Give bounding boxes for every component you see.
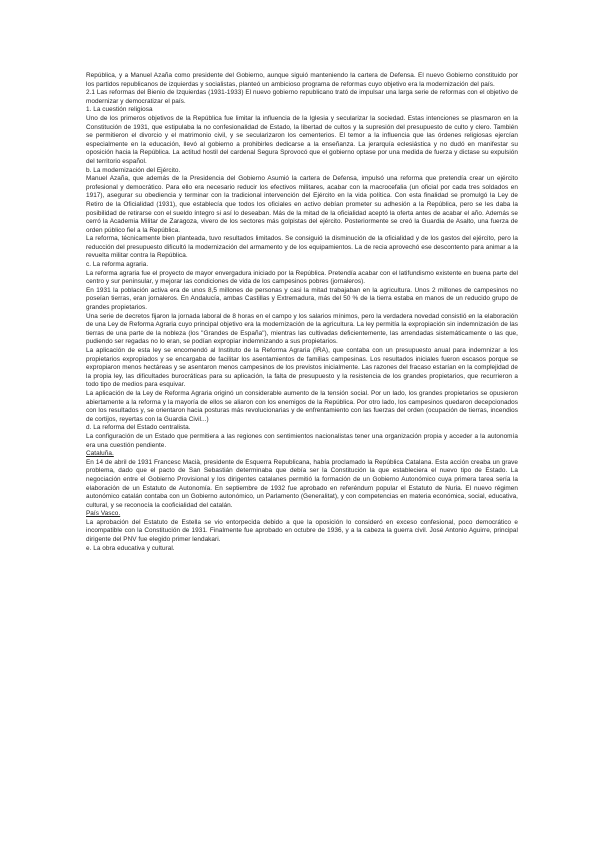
- state-section-title: d. La reforma del Estado centralista.: [86, 424, 191, 432]
- army-section-title: b. La modernización del Ejército.: [86, 166, 181, 174]
- agrarian-paragraph: En 1931 la población activa era de unos 8,5 millones de personas y casi la mitad trabajaban en la agricultura. Unos 2 millones de campesinos no poseían tierras, eran jornaleros. En Andalucía, ambas Castillas y Extremadura, más del 50 % de la tierra estaba en manos de un reducido grupo de grandes propietarios.: [86, 286, 518, 312]
- agrarian-paragraph: Una serie de decretos fijaron la jornada laboral de 8 horas en el campo y los salarios mínimos, pero la verdadera novedad consistió en la elaboración de una Ley de Reforma Agraria cuyo principal objetivo era la modernización de la agricultura. La ley permitía la expropiación sin indemnización de las tierras de una parte de la nobleza (los "Grandes de España"), mientras las cultivadas deficientemente, las arrendadas sistemáticamente o las que, pudiendo ser regadas no lo eran, se podían expropiar indemnizando a sus propietarios.: [86, 312, 518, 346]
- agrarian-paragraph: La reforma agraria fue el proyecto de mayor envergadura iniciado por la República. Pretendía acabar con el latifundismo existente en buena parte del centro y sur peninsular, y mejorar las condiciones de vida de los campesinos pobres (jornaleros).: [86, 269, 518, 286]
- agrarian-paragraph: La aplicación de esta ley se encomendó al Instituto de la Reforma Agraria (IRA), que contaba con un presupuesto anual para indemnizar a los propietarios expropiados y se encargaba de facilitar los asentamientos de familias campesinas. Los resultados iniciales fueron escasos porque se expropiaron menos hectáreas y se asentaron menos campesinos de los previstos inicialmente. Las razones del fracaso estarían en la complejidad de la propia ley, las dificultades burocráticas para su aplicación, la falta de presupuesto y la resistencia de los grandes propietarios, que recurrieron a todo tipo de medios para esquivar.: [86, 347, 518, 389]
- document-page: [86, 72, 518, 553]
- catalonia-subheading: Cataluña.: [86, 450, 114, 458]
- agrarian-paragraph: La aplicación de la Ley de Reforma Agraria originó un considerable aumento de la tensión social. Por un lado, los grandes propietarios se opusieron abiertamente a la reforma y la mayoría de ellos se aliaron con los enemigos de la República. Por otro lado, los campesinos quedaron decepcionados con los resultados y, se orientaron hacia posturas más revolucionarias y de enfrentamiento con las fuerzas del orden (ocupación de tierras, incendios de cortijos, reyertas con la Guardia Civil...): [86, 389, 518, 423]
- army-section-body: Manuel Azaña, que además de la Presidencia del Gobierno Asumió la cartera de Defensa, impulsó una reforma que pretendía crear un ejército profesional y democrático. Para ello era necesario reducir los efectivos militares, acabar con la macrocefalia (un oficial por cada tres soldados en 1917), asegurar su obediencia y terminar con la tradicional intervención del Ejército en la vida política. Con esta finalidad se promulgó la Ley de Retiro de la Oficialidad (1931), que establecía que todos los oficiales en activo debían prometer su adhesión a la República, pero se les daba la posibilidad de retirarse con el sueldo íntegro si así lo deseaban. Más de la mitad de la oficialidad aceptó la oferta antes de acabar el año. Además se cerró la Academia Militar de Zaragoza, vivero de los sectores más golpistas del ejército. Posteriormente se creó la Guardia de Asalto, una fuerza de orden público fiel a la República.: [86, 175, 518, 234]
- religion-section-body: Uno de los primeros objetivos de la República fue limitar la influencia de la Iglesia y secularizar la sociedad. Estas intenciones se plasmaron en la Constitución de 1931, que estipulaba la no confesionalidad de Estado, la libertad de cultos y la supresión del presupuesto de culto y clero. También se permitieron el divorcio y el matrimonio civil, y se secularizaron los cementerios. El temor a la influencia que las órdenes religiosas ejercían especialmente en la educación, llevó al gobierno a prohibirles dedicarse a la enseñanza. La jerarquía eclesiástica y no dudó en manifestar su oposición hacia la República. La actitud hostil del cardenal Segura Sprovocó que el gobierno optase por una medida de fuerza y dictase su expulsión del territorio español.: [86, 114, 518, 165]
- state-section-intro: La configuración de un Estado que permitiera a las regiones con sentimientos nacionalistas tener una organización propia y acceder a la autonomía era una cuestión pendiente.: [86, 432, 518, 449]
- religion-section-title: 1. La cuestión religiosa: [86, 106, 153, 114]
- basque-subheading: País Vasco.: [86, 510, 121, 518]
- agrarian-section-title: c. La reforma agraria.: [86, 261, 149, 269]
- education-section-title: e. La obra educativa y cultural.: [86, 544, 175, 552]
- army-section-results: La reforma, técnicamente bien planteada, tuvo resultados limitados. Se consiguió la disminución de la oficialidad y de los gastos del ejército, pero la reducción del presupuesto dificultó la modernización del armamento y de los equipamientos. La de recia aprovechó ese descontento para animar a la revuelta militar contra la República.: [86, 235, 518, 260]
- intro-paragraph: República, y a Manuel Azaña como presidente del Gobierno, aunque siguió manteniendo la cartera de Defensa. El nuevo Gobierno constituido por los partidos republicanos de izquierdas y socialistas, planteó un ambicioso programa de reformas cuyo objetivo era la modernización del país.: [86, 72, 518, 88]
- catalonia-body: En 14 de abril de 1931 Francesc Macià, presidente de Esquerra Republicana, había proclamado la República Catalana. Esta acción creaba un grave problema, dado que el pacto de San Sebastián determinaba que debía ser la Constitución la que estableciera el nuevo tipo de Estado. La negociación entre el Gobierno Provisional y los dirigentes catalanes permitió la formación de un Gobierno Autonómico cuya primera tarea sería la elaboración de un Estatuto de Autonomía. En septiembre de 1932 fue aprobado en referéndum popular el Estatuto de Nuria. El nuevo régimen autonómico catalán contaba con un Gobierno autonómico, un Parlamento (Generalitat), y con competencias en materia económica, social, educativa, cultural, y se reconocía la cooficialidad del catalán.: [86, 458, 518, 509]
- section-2-1-heading: 2.1 Las reformas del Bienio de Izquierdas (1931-1933) El nuevo gobierno republicano trató de impulsar una larga serie de reformas con el objetivo de modernizar y democratizar el país.: [86, 89, 518, 105]
- basque-body: La aprobación del Estatuto de Estella se vio entorpecida debido a que la oposición lo consideró en exceso confesional, poco democrático e incompatible con la Constitución de 1931. Finalmente fue aprobado en octubre de 1936, y a la cabeza la guerra civil. José Antonio Aguirre, principal dirigente del PNV fue elegido primer lendakari.: [86, 518, 518, 544]
